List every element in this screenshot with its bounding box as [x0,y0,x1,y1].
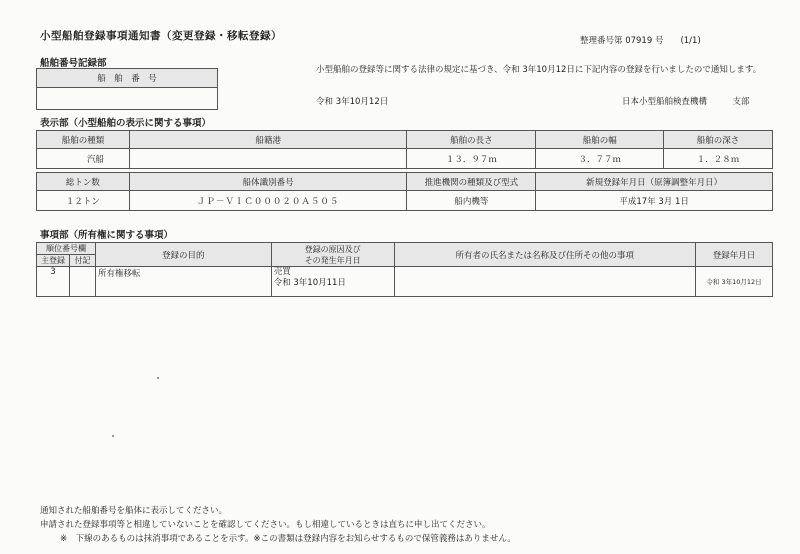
row-registration-date: 令和 3年10月12日 [696,267,773,297]
header-appended: 付記 [69,255,95,267]
display-table [36,130,773,169]
scan-speck [112,435,114,437]
registry-number-label: 船 舶 番 号 [37,69,218,88]
registry-section-title: 船舶番号記録部 [40,58,107,69]
header-cause: 登録の原因及び その発生年月日 [271,243,394,267]
table-row [37,267,773,297]
header-order-number: 順位番号欄 [37,243,96,255]
header-vessel-length: 船舶の長さ [407,131,536,149]
header-vessel-width: 船舶の幅 [536,131,664,149]
items-table [36,242,773,297]
header-vessel-depth: 船舶の深さ [664,131,773,149]
footer-line-3: ※ 下線のあるものは抹消事項であることを示す。※この書類は登録内容をお知らせするもので保管義務はありません。 [60,534,516,544]
registry-number-table [36,68,218,110]
footer-line-1: 通知された船舶番号を船体に表示してください。 [40,506,228,516]
vessel-width-value: ３．７７ｍ [536,149,664,169]
registration-date-value: 平成17年 3月 1日 [536,191,773,211]
vessel-depth-value: １．２８ｍ [664,149,773,169]
hull-id-value: ＪＰ－ＶＩＣ０００２０Ａ５０５ [129,191,407,211]
header-hull-id: 船体識別番号 [129,173,407,191]
footer-line-2: 申請された登録事項等と相違していないことを確認してください。もし相違しているときは直ちに申し出てください。 [40,520,491,530]
row-cause-date: 令和 3年10月11日 [273,278,346,288]
document-title: 小型船舶登録事項通知書（変更登録・移転登録） [40,30,282,42]
display-table-2 [36,172,773,211]
header-port-of-registry: 船籍港 [129,131,407,149]
header-registration-date: 新規登録年月日（原簿調整年月日） [536,173,773,191]
row-appended-number [69,267,95,297]
reference-number: 整理番号第 07919 号 (1/1) [580,36,701,46]
registry-number-value [37,88,218,110]
header-date: 登録年月日 [696,243,773,267]
display-section-title: 表示部（小型船舶の表示に関する事項） [40,118,212,129]
row-purpose: 所有権移転 [95,267,271,297]
issuing-organization: 日本小型船舶検査機構 支部 [622,97,750,107]
header-main-registration: 主登録 [37,255,70,267]
header-owner: 所有者の氏名または名称及び住所その他の事項 [394,243,696,267]
notice-text: 小型船舶の登録等に関する法律の規定に基づき、令和 3年10月12日に下記内容の登録を行いましたので通知します。 [316,65,762,75]
notice-date: 令和 3年10月12日 [316,97,389,107]
row-cause [271,267,394,297]
vessel-type-value: 汽船 [37,149,130,169]
header-vessel-type: 船舶の種類 [37,131,130,149]
row-owner [394,267,696,297]
header-propulsion: 推進機関の種類及び型式 [407,173,536,191]
items-section-title: 事項部（所有権に関する事項） [40,230,174,241]
row-cause-reason: 売買 [273,267,291,277]
scan-speck [157,377,159,379]
propulsion-value: 船内機等 [407,191,536,211]
gross-tonnage-value: １２トン [37,191,130,211]
vessel-length-value: １３．９７ｍ [407,149,536,169]
header-gross-tonnage: 総トン数 [37,173,130,191]
port-of-registry-value [129,149,407,169]
header-purpose: 登録の目的 [95,243,271,267]
row-main-number: 3 [37,267,70,297]
